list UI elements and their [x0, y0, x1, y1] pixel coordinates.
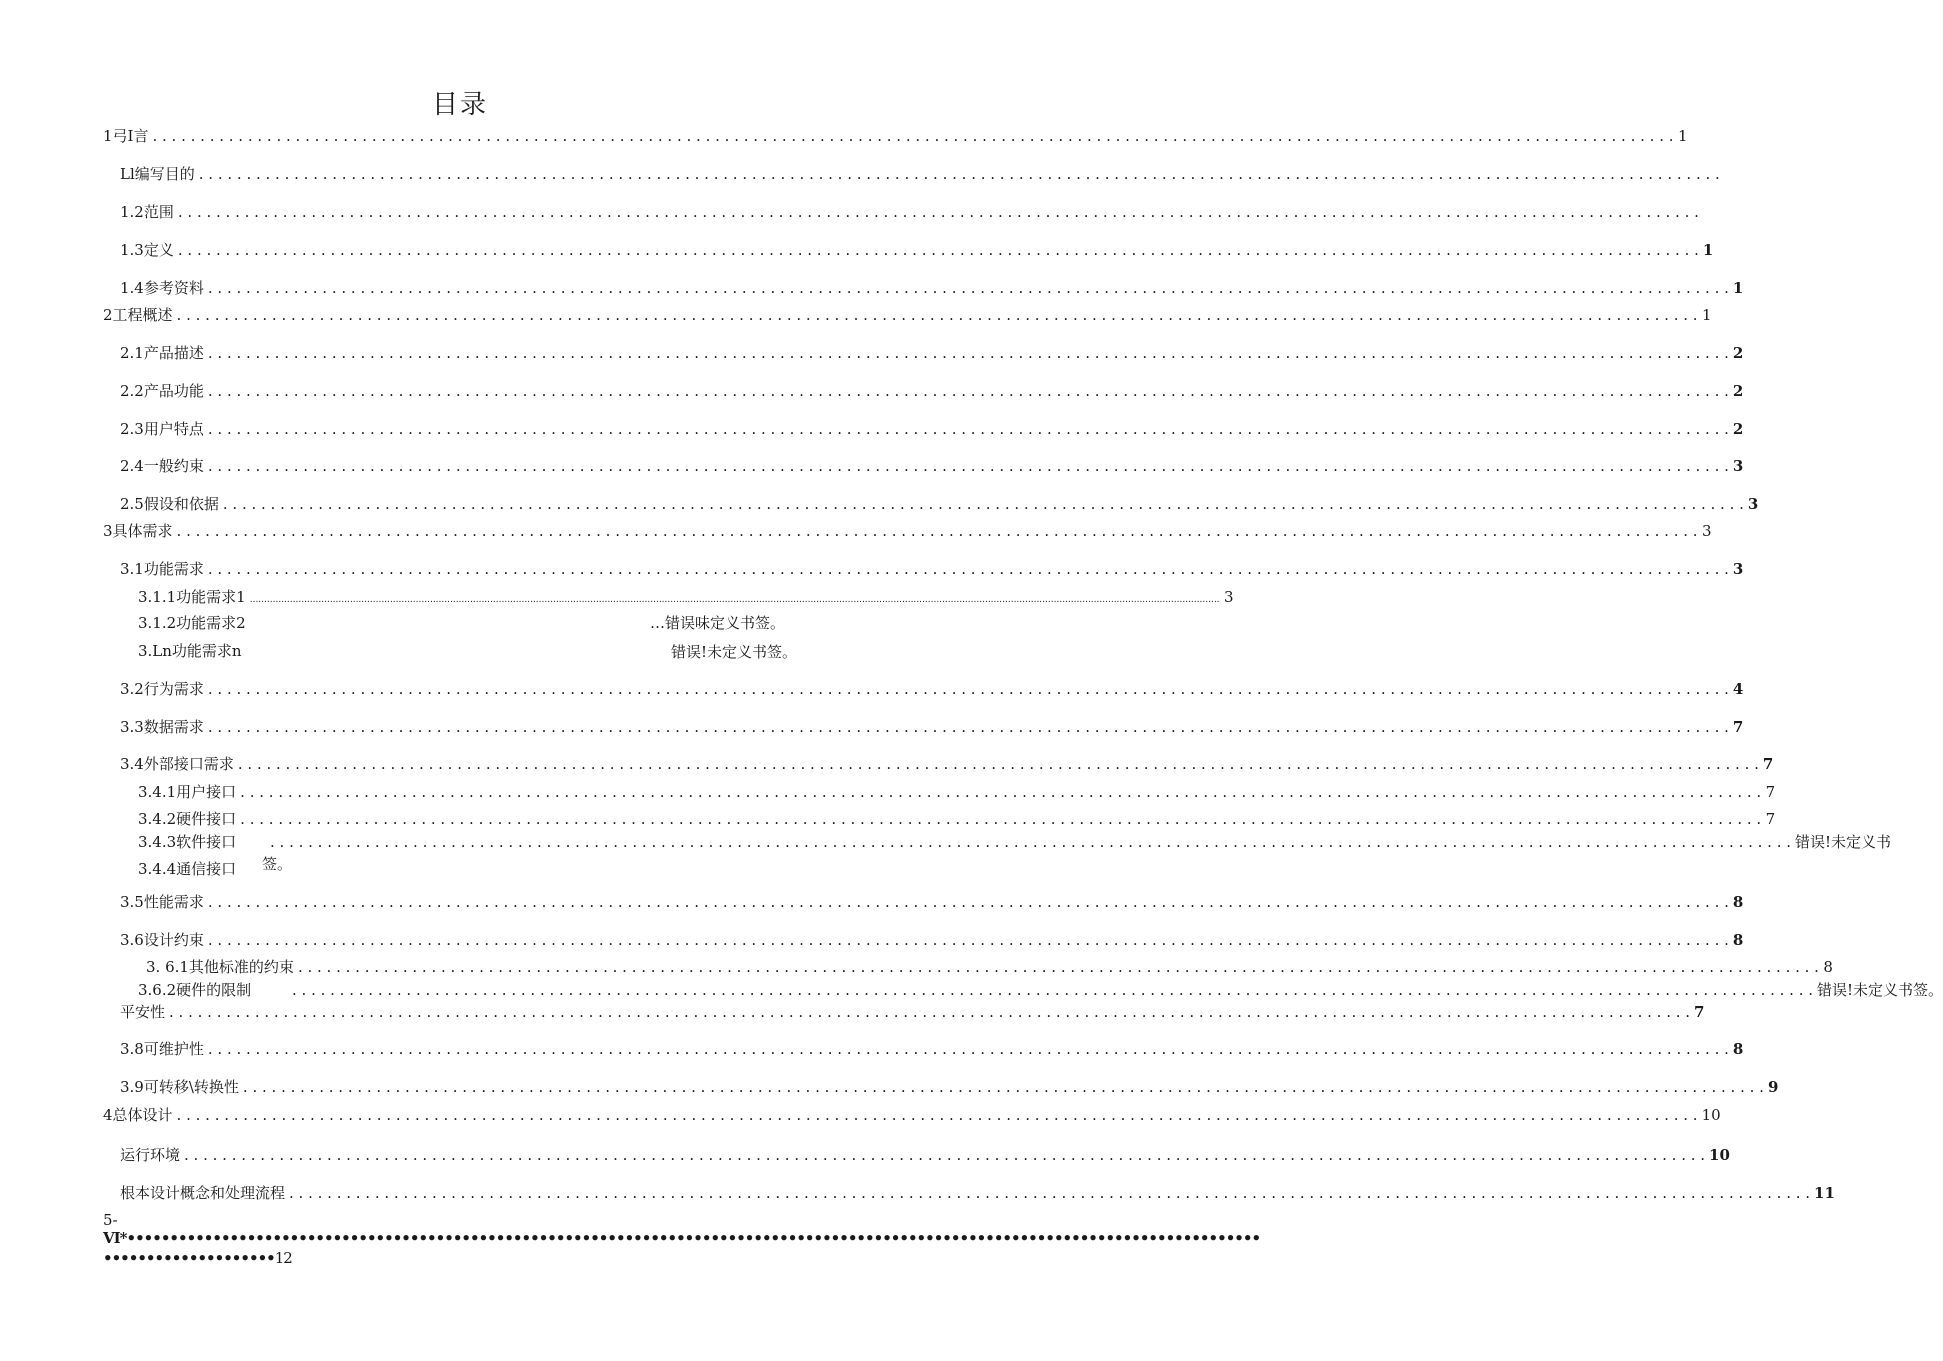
toc-label: 平安性 — [120, 1003, 166, 1021]
toc-row[interactable] — [120, 677, 1744, 701]
toc-tail-page: 12 — [274, 1249, 292, 1267]
toc-number: 1.4 — [120, 279, 144, 297]
toc-row[interactable] — [120, 1075, 1779, 1099]
toc-row[interactable] — [120, 1143, 1730, 1167]
toc-row[interactable] — [103, 1103, 1721, 1127]
toc-page: 1 — [1677, 127, 1688, 145]
toc-leader — [204, 677, 1733, 701]
toc-label: 设计约束 — [143, 931, 204, 949]
toc-page: 2 — [1732, 382, 1744, 400]
toc-page: 2 — [1732, 420, 1744, 438]
toc-leader — [204, 454, 1733, 478]
toc-leader — [204, 1037, 1733, 1061]
toc-leader — [204, 715, 1733, 739]
toc-label: 3.6.2硬件的限制 — [138, 981, 252, 999]
toc-row[interactable] — [138, 807, 1776, 831]
toc-row[interactable] — [120, 492, 1759, 516]
toc-page: 8 — [1732, 1040, 1744, 1058]
toc-leader — [236, 807, 1765, 831]
toc-label: 2工程概述 — [103, 306, 173, 324]
toc-row-3-1-n-label[interactable]: 3.Ln功能需求n — [138, 642, 242, 660]
toc-row[interactable] — [120, 557, 1744, 581]
toc-leader — [173, 1103, 1702, 1127]
toc-leader — [204, 379, 1733, 403]
toc-row[interactable] — [120, 1037, 1744, 1061]
toc-number: 3.8 — [120, 1040, 144, 1058]
toc-row[interactable] — [120, 928, 1744, 952]
toc-leader — [204, 417, 1733, 441]
toc-number: 3.9 — [120, 1078, 144, 1096]
toc-row[interactable] — [120, 1000, 1705, 1024]
toc-title: 目录 — [431, 90, 488, 120]
toc-row-3-4-3[interactable] — [138, 830, 1892, 854]
toc-label: 参考资料 — [143, 279, 204, 297]
toc-leader — [204, 341, 1733, 365]
toc-error-continuation: 签。 — [262, 855, 293, 873]
toc-page: 3 — [1732, 560, 1744, 578]
toc-row[interactable] — [103, 303, 1712, 327]
toc-number: 2.5 — [120, 495, 144, 513]
toc-tail-vi: VI* — [103, 1229, 127, 1247]
toc-page: 3 — [1702, 522, 1712, 540]
toc-page: 3 — [1224, 588, 1234, 606]
toc-error-text: 错误!未定义书 — [1795, 833, 1892, 851]
toc-leader — [204, 557, 1733, 581]
toc-page: 7 — [1762, 755, 1774, 773]
toc-row[interactable] — [120, 200, 800, 224]
toc-page: 9 — [1767, 1078, 1779, 1096]
toc-tail-prefix: 5- — [103, 1211, 118, 1229]
toc-row[interactable] — [120, 454, 1744, 478]
toc-label: 一般约束 — [143, 457, 204, 475]
toc-leader — [174, 200, 1703, 224]
toc-row[interactable] — [103, 124, 1688, 148]
toc-leader — [195, 162, 1724, 186]
toc-page: 8 — [1732, 893, 1744, 911]
toc-row[interactable] — [120, 162, 800, 186]
toc-label: 3.4.3软件接口 — [138, 833, 237, 851]
toc-leader — [204, 890, 1733, 914]
toc-number: 3.3 — [120, 718, 144, 736]
toc-number: 3.4 — [120, 755, 144, 773]
toc-page: 2 — [1732, 344, 1744, 362]
toc-label: 性能需求 — [143, 893, 204, 911]
toc-page: 8 — [1732, 931, 1744, 949]
toc-label: 数据需求 — [143, 718, 204, 736]
toc-page: 10 — [1709, 1146, 1730, 1164]
toc-number: 2.1 — [120, 344, 144, 362]
toc-tail-line[interactable] — [103, 1227, 1261, 1249]
toc-label: 假设和依据 — [143, 495, 219, 513]
toc-leader — [174, 238, 1703, 262]
toc-page: 3 — [1732, 457, 1744, 475]
toc-row[interactable] — [138, 585, 1234, 609]
toc-row-3-1-n-error: 错误!未定义书签。 — [671, 643, 798, 661]
toc-page: 1 — [1702, 241, 1714, 259]
toc-tail-leader: •••••••••••••••••••••••••••••••••••••••••••••••••••••••••••••••••••••••••••••••••••••••••••••••••••••••••••••••••••••••••••••••••••• — [126, 1229, 1261, 1247]
toc-number: 3.5 — [120, 893, 144, 911]
toc-row[interactable] — [120, 417, 1744, 441]
toc-row-3-1-2-label[interactable]: 3.1.2功能需求2 — [138, 614, 246, 632]
toc-leader — [234, 752, 1763, 776]
toc-page: 10 — [1701, 1106, 1721, 1124]
toc-leader — [246, 585, 1224, 612]
toc-label: 3具体需求 — [103, 522, 173, 540]
toc-leader — [285, 1181, 1814, 1205]
toc-leader — [204, 276, 1733, 300]
toc-leader — [288, 978, 1817, 1002]
toc-row[interactable] — [120, 238, 1714, 262]
toc-label: 行为需求 — [143, 680, 204, 698]
toc-row-3-6-2[interactable] — [138, 978, 1943, 1002]
toc-row[interactable] — [120, 1181, 1835, 1205]
toc-label: 4总体设计 — [103, 1106, 173, 1124]
toc-label: 根本设计概念和处理流程 — [120, 1184, 286, 1202]
toc-row[interactable] — [146, 955, 1833, 979]
toc-page: 7 — [1694, 1003, 1705, 1021]
toc-leader — [173, 303, 1702, 327]
toc-row[interactable] — [138, 780, 1776, 804]
toc-row-3-4-4-label[interactable]: 3.4.4通信接口 — [138, 860, 237, 878]
toc-page: 4 — [1732, 680, 1744, 698]
toc-page: 1 — [1732, 279, 1744, 297]
toc-leader — [180, 1143, 1709, 1167]
toc-leader — [219, 492, 1748, 516]
toc-label: Ll编写目的 — [120, 165, 195, 183]
toc-row[interactable] — [120, 341, 1744, 365]
toc-leader — [239, 1075, 1768, 1099]
toc-page: 1 — [1702, 306, 1712, 324]
toc-label: 范围 — [143, 203, 174, 221]
toc-page: 7 — [1765, 810, 1776, 828]
toc-label: 用户特点 — [143, 420, 204, 438]
toc-row[interactable] — [120, 890, 1744, 914]
toc-leader — [165, 1000, 1694, 1024]
toc-label: 3.1功能需求 — [120, 560, 204, 578]
toc-page: 8 — [1823, 958, 1833, 976]
toc-row[interactable] — [120, 276, 1744, 300]
toc-leader — [204, 928, 1733, 952]
toc-leader — [294, 955, 1823, 979]
toc-label: 运行环境 — [120, 1146, 181, 1164]
toc-number: 2.2 — [120, 382, 144, 400]
toc-leader — [173, 519, 1702, 543]
toc-number: 1.3 — [120, 241, 144, 259]
toc-number: 2.3 — [120, 420, 144, 438]
toc-label: 可维护性 — [143, 1040, 204, 1058]
toc-label: 可转移\转换性 — [143, 1078, 239, 1096]
toc-row[interactable] — [120, 752, 1774, 776]
toc-tail-line-2[interactable] — [103, 1247, 292, 1269]
toc-label: 定义 — [143, 241, 174, 259]
toc-leader — [236, 780, 1765, 804]
toc-row[interactable] — [120, 379, 1744, 403]
toc-label: 产品功能 — [143, 382, 204, 400]
toc-leader — [148, 124, 1677, 148]
toc-label: 产品描述 — [143, 344, 204, 362]
toc-label: 3. 6.1其他标准的约束 — [146, 958, 294, 976]
toc-label: 外部接口需求 — [143, 755, 234, 773]
toc-tail-leader: •••••••••••••••••••• — [103, 1249, 275, 1267]
toc-page: 7 — [1732, 718, 1744, 736]
toc-row-3-1-2-error: …错误味定义书签。 — [650, 614, 786, 632]
toc-label: 1弓I言 — [103, 127, 149, 145]
toc-label: 3.4.1用户接口 — [138, 783, 237, 801]
toc-number: 1.2 — [120, 203, 144, 221]
toc-label: 3.4.2硬件接口 — [138, 810, 237, 828]
toc-page: 7 — [1765, 783, 1776, 801]
toc-row[interactable] — [120, 715, 1744, 739]
toc-number: 3.6 — [120, 931, 144, 949]
toc-leader — [266, 830, 1795, 854]
toc-error-text: 错误!未定义书签。 — [1817, 981, 1943, 999]
toc-page: 11 — [1814, 1184, 1835, 1202]
toc-label: 3.1.1功能需求1 — [138, 588, 246, 606]
toc-row[interactable] — [103, 519, 1712, 543]
toc-page: 3 — [1747, 495, 1759, 513]
toc-number: 2.4 — [120, 457, 144, 475]
toc-number: 3.2 — [120, 680, 144, 698]
